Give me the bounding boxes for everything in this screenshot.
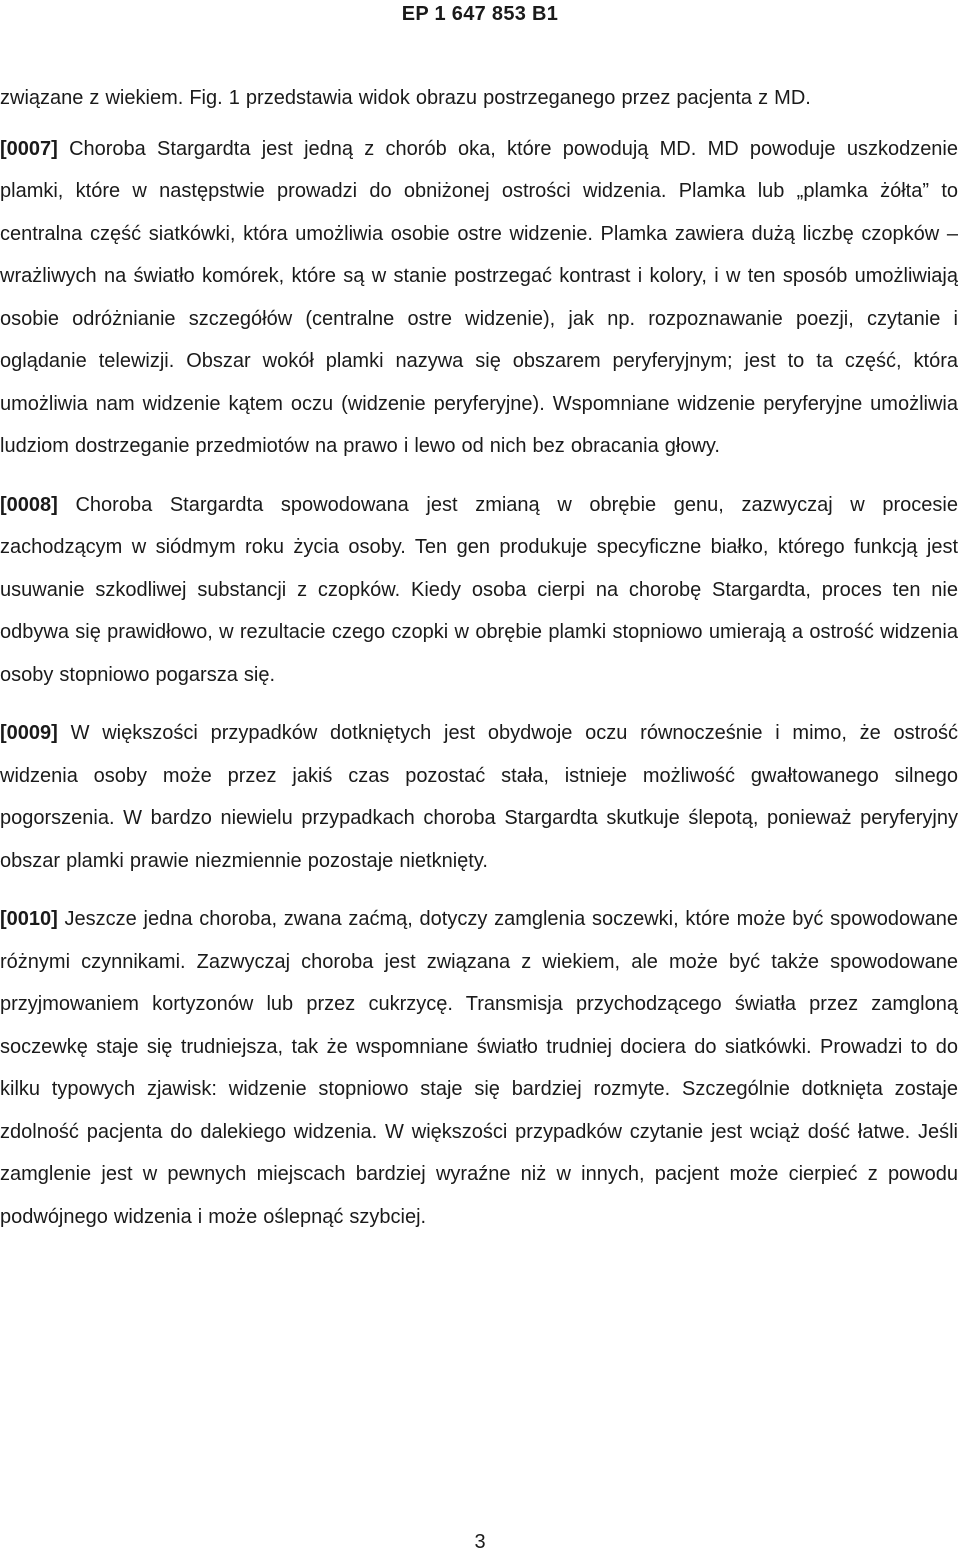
paragraph-number: [0008]	[0, 493, 58, 516]
paragraph-text: W większości przypadków dotkniętych jest obydwoje oczu równocześnie i mimo, że ostrość widzenia osoby może przez jakiś czas pozostać stała, istnieje możliwość gwałtowanego silnego pogorszenia. W bardzo niewielu przypadkach choroba Stargardta skutkuje ślepotą, ponieważ peryferyjny obszar plamki prawie niezmiennie pozostaje nietknięty.	[0, 722, 958, 872]
patent-number-header: EP 1 647 853 B1	[401, 3, 559, 25]
paragraph-0009	[0, 712, 958, 882]
paragraph-text: Choroba Stargardta spowodowana jest zmianą w obrębie genu, zazwyczaj w procesie zachodzącym w siódmym roku życia osoby. Ten gen produkuje specyficzne białko, którego funkcją jest usuwanie szkodliwej substancji z czopków. Kiedy osoba cierpi na chorobę Stargardta, proces ten nie odbywa się prawidłowo, w rezultacie czego czopki w obrębie plamki stopniowo umierają a ostrość widzenia osoby stopniowo pogarsza się.	[0, 493, 958, 686]
paragraph-number: [0009]	[0, 722, 58, 744]
paragraph-0010	[0, 898, 958, 1238]
paragraph-0007	[0, 128, 958, 468]
paragraph-0008	[0, 484, 958, 697]
paragraph-text: związane z wiekiem. Fig. 1 przedstawia widok obrazu postrzeganego przez pacjenta z MD.	[0, 87, 811, 109]
paragraph-text: Choroba Stargardta jest jedną z chorób oka, które powodują MD. MD powoduje uszkodzenie plamki, które w następstwie prowadzi do obniżonej ostrości widzenia. Plamka lub „plamka żółta” to centralna część siatkówki, która umożliwia osobie ostre widzenie. Plamka zawiera dużą liczbę czopków – wrażliwych na światło komórek, które są w stanie postrzegać kontrast i kolory, i w ten sposób umożliwiają osobie odróżnianie szczegółów (centralne ostre widzenie), jak np. rozpoznawanie poezji, czytanie i oglądanie telewizji. Obszar wokół plamki nazywa się obszarem peryferyjnym; jest to ta część, która umożliwia nam widzenie kątem oczu (widzenie peryferyjne). Wspomniane widzenie peryferyjne umożliwia ludziom dostrzeganie przedmiotów na prawo i lewo od nich bez obracania głowy.	[0, 137, 958, 457]
paragraph-number: [0007]	[0, 137, 58, 160]
paragraph-continuation	[0, 77, 958, 120]
paragraph-text: Jeszcze jedna choroba, zwana zaćmą, dotyczy zamglenia soczewki, które może być spowodowane różnymi czynnikami. Zazwyczaj choroba jest związana z wiekiem, ale może być także spowodowane przyjmowaniem kortyzonów lub przez cukrzycę. Transmisja przychodzącego światła przez zamgloną soczewkę staje się trudniejsza, tak że wspomniane światło trudniej dociera do siatkówki. Prowadzi to do kilku typowych zjawisk: widzenie stopniowo staje się bardziej rozmyte. Szczególnie dotknięta zostaje zdolność pacjenta do dalekiego widzenia. W większości przypadków czytanie jest wciąż dość łatwe. Jeśli zamglenie jest w pewnych miejscach bardziej wyraźne niż w innych, pacjent może cierpieć z powodu podwójnego widzenia i może oślepnąć szybciej.	[0, 908, 958, 1228]
paragraph-number: [0010]	[0, 908, 58, 930]
document-body	[0, 77, 958, 1254]
page-number: 3	[474, 1531, 486, 1553]
